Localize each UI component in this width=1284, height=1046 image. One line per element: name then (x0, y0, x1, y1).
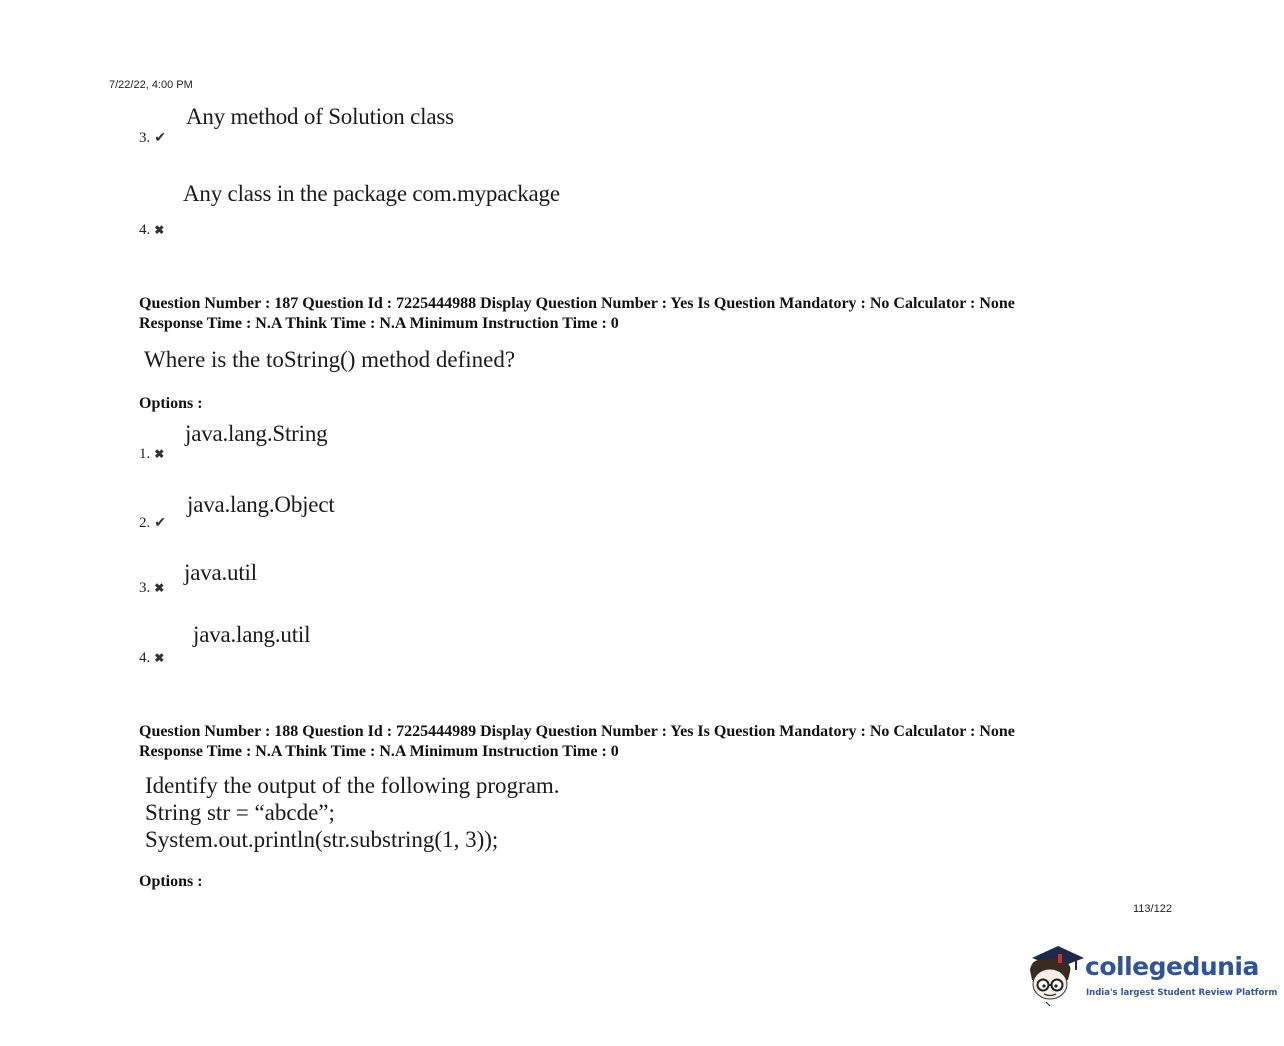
option-number (139, 650, 164, 667)
page-number: 113/122 (1133, 903, 1172, 915)
option-text: java.lang.Object (187, 492, 335, 517)
logo-tagline: India's largest Student Review Platform (1086, 988, 1278, 998)
option-number (139, 515, 166, 532)
option-text: Any method of Solution class (186, 104, 454, 129)
option-number (139, 446, 164, 463)
option-number (139, 130, 166, 147)
option-number-label: 3. (139, 580, 151, 596)
option-text: Any class in the package com.mypackage (183, 181, 560, 206)
option-text: java.lang.util (193, 622, 311, 647)
logo-wordmark: collegedunia (1085, 952, 1259, 981)
option-number-label: 1. (139, 446, 151, 462)
option-number-label: 2. (139, 515, 151, 531)
question-meta-line1: Question Number : 188 Question Id : 7225444989 Display Question Number : Yes Is Question Mandatory : No Calculator : None (139, 723, 1015, 740)
check-icon: ✔ (154, 131, 166, 146)
question-meta-line2: Response Time : N.A Think Time : N.A Minimum Instruction Time : 0 (139, 315, 619, 332)
cross-icon: ✖ (154, 651, 165, 665)
option-text: java.util (184, 560, 257, 585)
cross-icon: ✖ (154, 581, 165, 595)
question-text-line1: Identify the output of the following program. (145, 773, 560, 798)
cross-icon: ✖ (154, 447, 165, 461)
cross-icon: ✖ (154, 223, 165, 237)
question-meta-line1: Question Number : 187 Question Id : 7225444988 Display Question Number : Yes Is Question Mandatory : No Calculator : None (139, 295, 1015, 312)
option-number-label: 4. (139, 222, 151, 238)
option-number (139, 580, 164, 597)
question-text: Where is the toString() method defined? (144, 347, 516, 372)
check-icon: ✔ (154, 516, 166, 531)
collegedunia-logo (1024, 940, 1278, 1010)
options-label: Options : (139, 395, 203, 412)
option-number-label: 4. (139, 650, 151, 666)
options-label: Options : (139, 873, 203, 890)
option-number (139, 222, 164, 239)
question-text-line2: String str = “abcde”; (145, 800, 335, 825)
option-text: java.lang.String (185, 421, 328, 446)
question-text-line3: System.out.println(str.substring(1, 3)); (145, 827, 499, 852)
logo-mascot-icon (1024, 940, 1086, 1008)
question-meta-line2: Response Time : N.A Think Time : N.A Minimum Instruction Time : 0 (139, 743, 619, 760)
option-number-label: 3. (139, 130, 151, 146)
print-timestamp: 7/22/22, 4:00 PM (109, 79, 193, 91)
